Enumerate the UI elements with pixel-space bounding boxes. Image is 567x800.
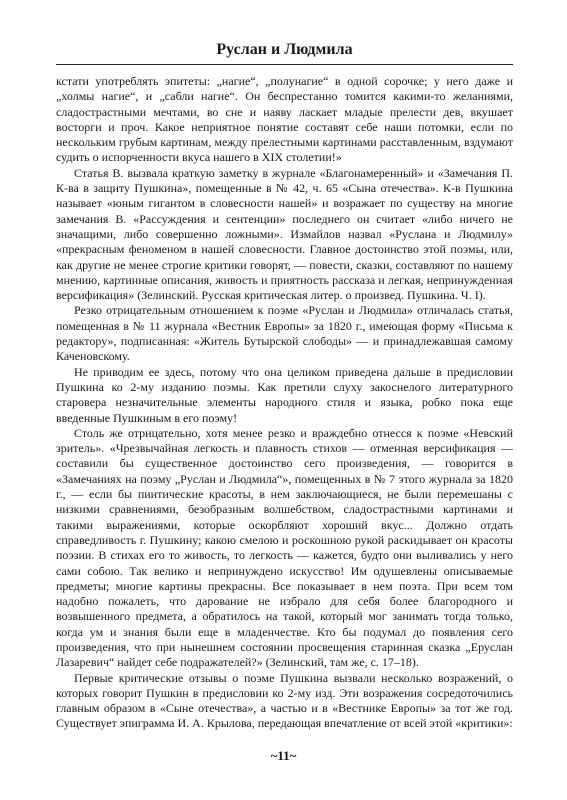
body-text: [56, 74, 513, 732]
paragraph: Резко отрицательным отношением к поэме «Руслан и Людмила» отличалась статья, помещенная в № 11 журнала «Вестник Европы» за 1820 г., имеющая форму «Письма к редактору», подписанная: «Житель Бутырской слободы» — и принадлежавшая самому Каченовскому.: [56, 303, 513, 364]
running-header: Руслан и Людмила: [216, 41, 353, 58]
paragraph: Первые критические отзывы о поэме Пушкина вызвали несколько возражений, о которых говорит Пушкин в предисловии ко 2-му изд. Эти возражения сосредоточились главным образом в «Сыне отечества», а частью и в «Вестнике Европы» за тот же год. Существует эпиграмма И. А. Крылова, передающая впечатление от всей этой «критики»:: [56, 670, 513, 731]
paragraph: кстати употреблять эпитеты: „нагие“, „полунагие“ в одной сорочке; у него даже и „холмы нагие“, и „сабли нагие“. Он беспрестанно томится какими-то желаниями, сладострастными мечтами, во сне и наяву ласкает младые прелести дев, вкушает восторги и проч. Какое неприятное понятие составят себе наши потомки, если по нескольким грубым картинам, между прелестными картинами расставленным, вздумают судить о испорченности вкуса нашего в XIX столетии!»: [56, 74, 513, 165]
paragraph: Столь же отрицательно, хотя менее резко и враждебно отнесся к поэме «Невский зритель». «Чрезвычайная легкость и плавность стихов — отменная версификация — составили бы существенное достоинство сего произведения, — говорится в «Замечаниях на поэму „Руслан и Людмила“», помещенных в № 7 этого журнала за 1820 г., — если бы пиитические красоты, в нем заключающиеся, не были перемешаны с низкими сравнениями, безобразным волшебством, сладострастными картинами и такими выражениями, которые оскорбляют хороший вкус... Должно отдать справедливость г. Пушкину; какою смелою и роскошною рукой раскидывает он красоты поэзии. В стихах его то живость, то легкость — кажется, будто они выливались у него сами собою. Так велико и непринуждено искусство! Им одушевлены описываемые предметы; многие картины прекрасны. Все показывает в нем поэта. При всем том надобно пожалеть, что дарование не избрало для себя более благородного и возвышенного предмета, а обратилось на такой, который мог занимать тогда только, когда ум и знания были еще в младенчестве. Кто бы подумал до появления сего произведения, что при нынешнем состоянии просвещения старинная сказка „Еруслан Лазаревич“ найдет себе подражателей?» (Зелинский, там же, с. 17–18).: [56, 425, 513, 670]
header-rule: [56, 64, 513, 65]
paragraph: Статья В. вызвала краткую заметку в журнале «Благонамеренный» и «Замечания П. К-ва в защиту Пушкина», помещенные в № 42, ч. 65 «Сына отечества». К-в Пушкина называет «юным гигантом в словесности нашей» и возражает по существу на многие замечания В. «Рассуждения и сентенции» последнего он считает «либо ничего не значащими, либо совершенно ложными». Измайлов назвал «Руслана и Людмилу» «прекрасным феноменом в нашей словесности. Главное достоинство этой поэмы, или, как другие не менее строгие критики говорят, — повести, сказки, составляют по нашему мнению, картинные описания, живость и приятность рассказа и легкая, непринужденная версификация» (Зелинский. Русская критическая литер. о произвед. Пушкина. Ч. I).: [56, 165, 513, 303]
paragraph: Не приводим ее здесь, потому что она целиком приведена дальше в предисловии Пушкина ко 2-му изданию поэмы. Как претили слуху закоснелого литературного старовера незначительные элементы народного стиля и языка, робко пока еще введенные Пушкиным в его поэму!: [56, 364, 513, 425]
page-number: ~11~: [270, 748, 297, 763]
